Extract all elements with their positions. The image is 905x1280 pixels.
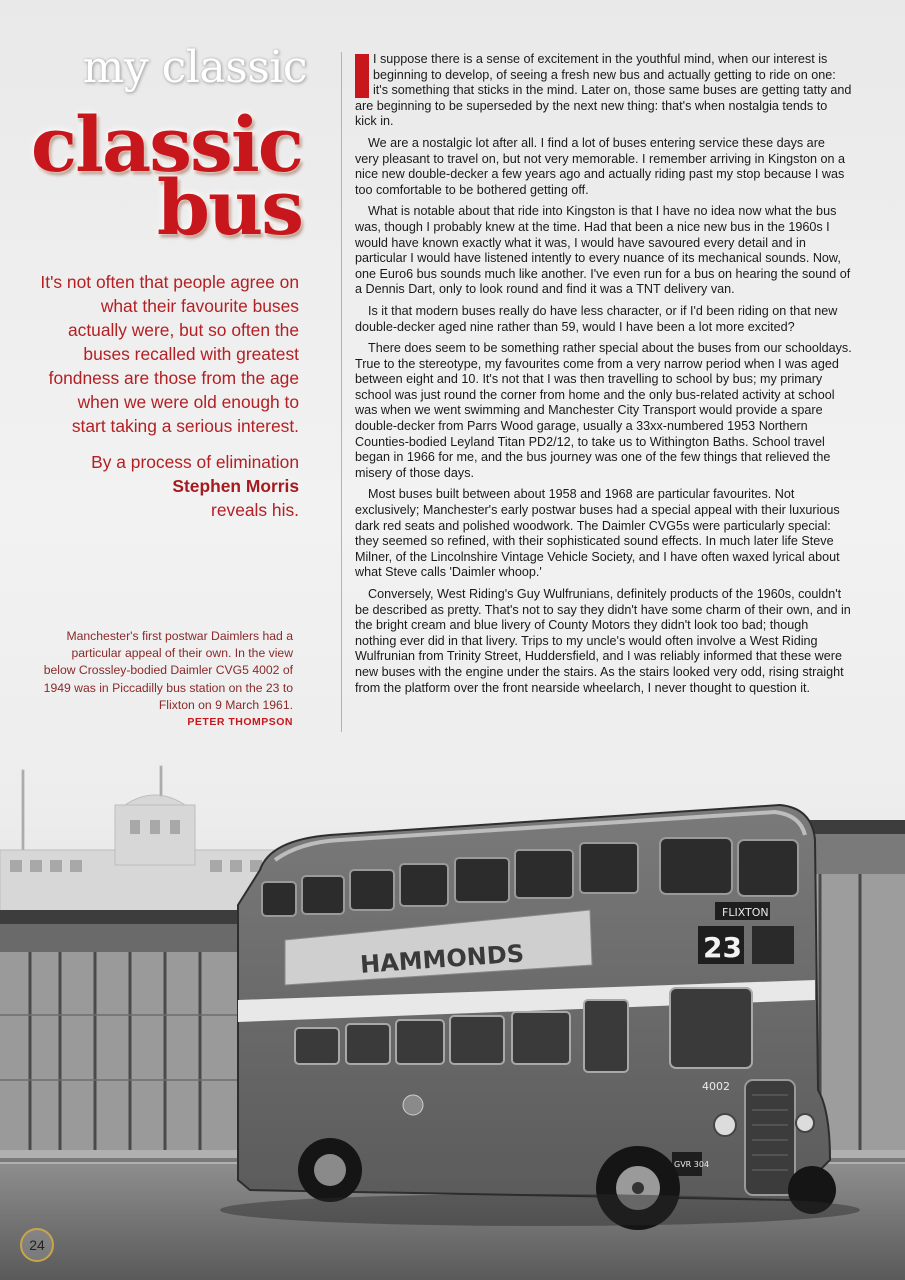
double-decker-bus [238, 805, 836, 1230]
article-paragraph: We are a nostalgic lot after all. I find a lot of buses entering service these days are very pleasant to travel on, but not very memorable. I remember arriving in Kingston on a nice new double-decker a few years ago and actually riding past my stop because I was too comfortable to be bothered getting off. [355, 135, 845, 197]
fleet-number: 4002 [702, 1080, 730, 1093]
bus-photograph [0, 760, 905, 1280]
photo-caption [43, 628, 293, 731]
page-title-line-2: bus [156, 163, 302, 252]
registration-plate: GVR 304 [674, 1160, 710, 1169]
column-divider [341, 52, 342, 732]
route-number: 23 [703, 931, 742, 964]
article-paragraph: What is notable about that ride into Kingston is that I have no idea now what the bus was, though I probably knew at the time. Had that been a nice new bus in the 1960s I would have known exactly what it was, I would have savoured every detail and in particular I would have listened intently to every nuance of its mechanical sounds. Now, one Euro6 bus sounds much like another. I've even run for a bus on hearing the sound of a Dennis Dart, only to look round and find it was a TNT delivery van. [355, 204, 851, 297]
destination-blind: FLIXTON [722, 906, 769, 919]
article-paragraph: Conversely, West Riding's Guy Wulfrunians, definitely products of the 1960s, couldn't be described as pretty. That's not to say they didn't have some charm of their own, and in the bright cream and blue livery of County Motors they didn't look too bad; though nothing ever did in that livery. Trips to my uncle's would often involve a West Riding Wulfrunian from Trinity Street, Huddersfield, and I was reliably informed that these were new buses with the engine under the stairs. As the stairs looked very odd, rising straight from the platform over the front nearside wheelarch, I never thought to question it. [355, 587, 851, 695]
bus-station-shelter-left [0, 910, 250, 1162]
caption-text: Manchester's first postwar Daimlers had a particular appeal of their own. In the view below Crossley-bodied Daimler CVG5 4002 of 1949 was in Piccadilly bus station on the 23 to Flixton on 9 March 1961. [43, 629, 293, 712]
page-title-line-1: classic [30, 100, 302, 189]
article-paragraph: There does seem to be something rather special about the buses from our schooldays. True to the stereotype, my favourites come from a very narrow period when I was aged between eight and 10. It's not that I was then travelling to school by bus; my primary school was just round the corner from home and the only bus-related activity at school was when we went swimming and Manchester City Transport would provide a spare double-decker from Parrs Wood garage, usually a 33xx-numbered 1953 Northern Counties-bodied Leyland Titan PD2/12, to take us to Withington Baths. School travel began in 1966 for me, and the bus journey was one of the few things that relieved the misery of those days. [355, 341, 852, 480]
byline-suffix: reveals his. [211, 500, 299, 520]
byline-prefix: By a process of elimination [91, 452, 299, 472]
photo-credit: PETER THOMPSON [187, 716, 293, 729]
author-name: Stephen Morris [172, 476, 299, 496]
standfirst-intro: It's not often that people agree on what their favourite buses actually were, but so often the buses recalled with greatest fondness are those from the age when we were old enough to start taking a serious interest. [40, 272, 299, 436]
byline [39, 450, 299, 522]
bus-advert: HAMMONDS [359, 939, 525, 979]
drop-cap-marker [355, 54, 369, 98]
article-paragraph: I suppose there is a sense of excitement in the youthful mind, when our interest is beginning to develop, of seeing a fresh new bus and actually getting to ride on one: it's something that sticks in the mind. Later on, those same buses are getting tatty and are beginning to be superseded by the next new thing: that's when nostalgia tends to kick in. [355, 52, 852, 129]
article-paragraph: Is it that modern buses really do have less character, or if I'd been riding on that new double-decker aged nine rather than 59, would I have been a lot more excited? [355, 303, 838, 334]
article-paragraph: Most buses built between about 1958 and 1968 are particular favourites. Not exclusively; Manchester's early postwar buses had a special appeal with their luxurious dark red seats and polished woodwork. The Daimler CVG5s were particularly special: they seemed so refined, with their sophisticated sound effects. In much later life Steve Milner, of the Lincolnshire Vintage Vehicle Society, and I have often waxed lyrical about what Steve calls 'Daimler whoop.' [355, 487, 840, 580]
section-kicker: my classic [82, 42, 307, 93]
page-number: 24 [20, 1228, 54, 1262]
article-body [355, 52, 852, 702]
standfirst [39, 270, 299, 534]
